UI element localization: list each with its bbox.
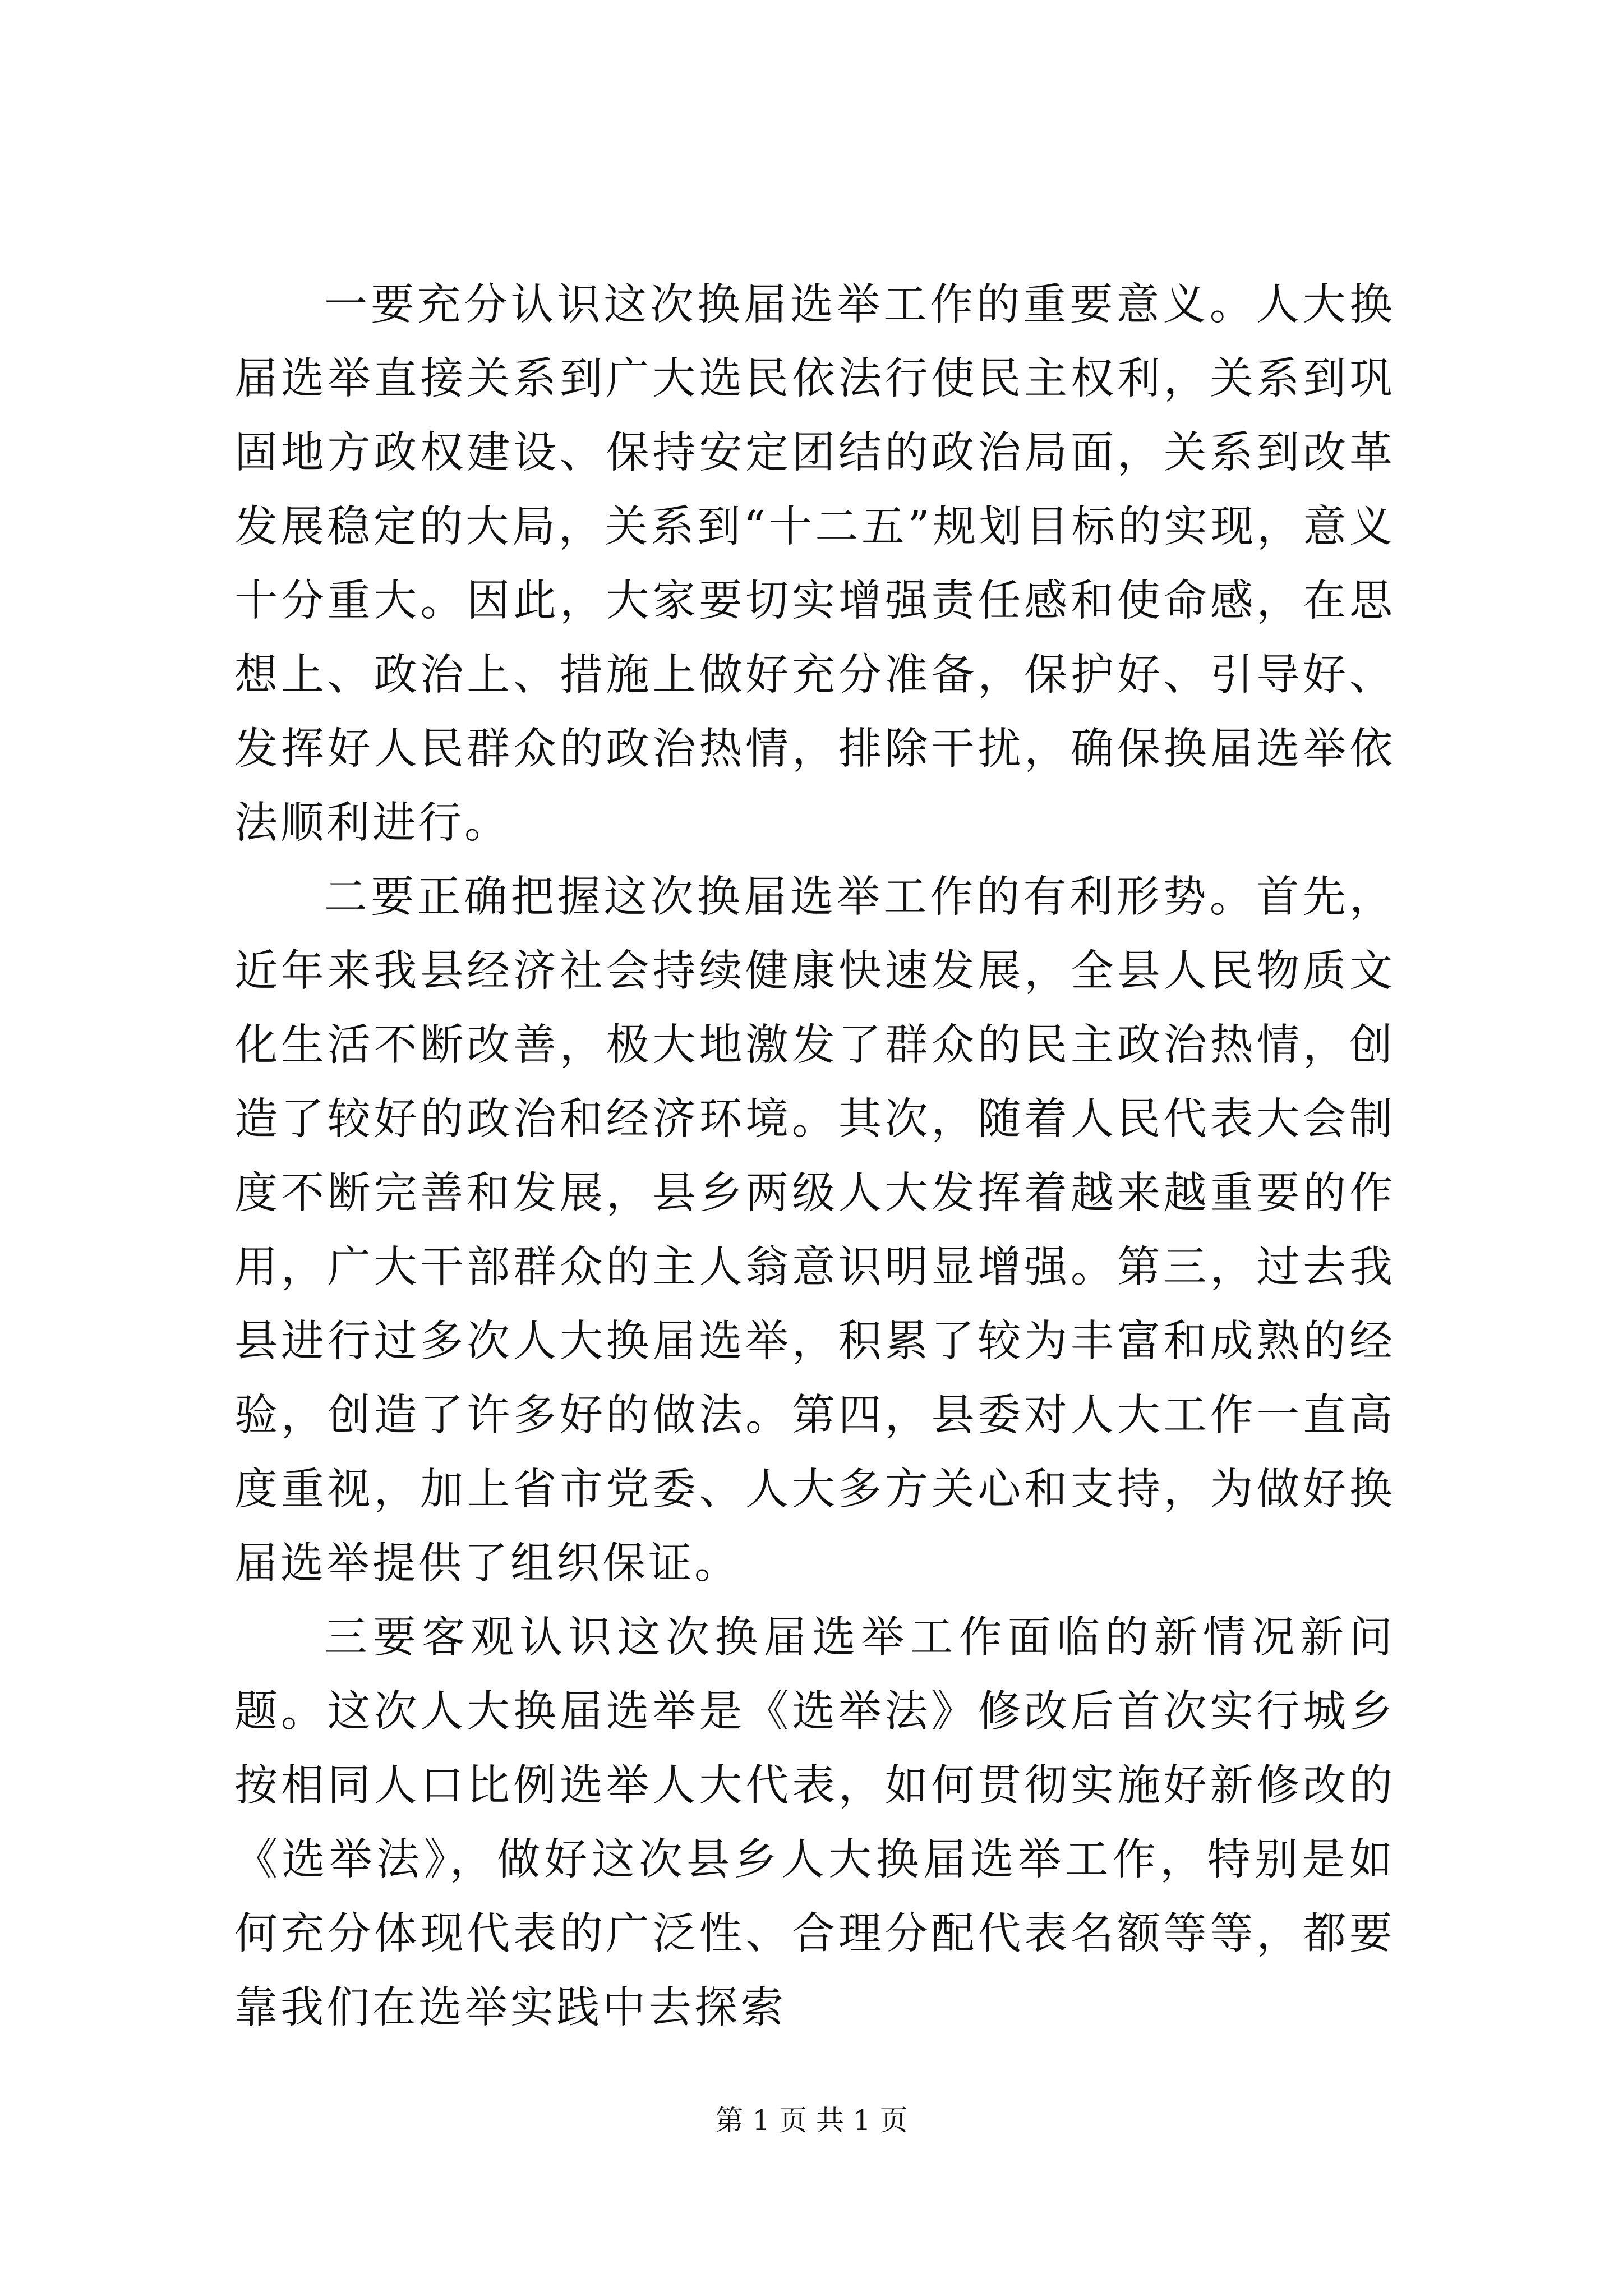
page-number-footer: 第 1 页 共 1 页: [715, 2104, 908, 2137]
document-body: [234, 268, 1395, 2045]
paragraph-2: 二要正确把握这次换届选举工作的有利形势。首先，近年来我县经济社会持续健康快速发展，全县人民物质文化生活不断改善，极大地激发了群众的民主政治热情，创造了较好的政治和经济环境。其次，随着人民代表大会制度不断完善和发展，县乡两级人大发挥着越来越重要的作用，广大干部群众的主人翁意识明显增强。第三，过去我县进行过多次人大换届选举，积累了较为丰富和成熟的经验，创造了许多好的做法。第四，县委对人大工作一直高度重视，加上省市党委、人大多方关心和支持，为做好换届选举提供了组织保证。: [234, 872, 1395, 1589]
paragraph-3: 三要客观认识这次换届选举工作面临的新情况新问题。这次人大换届选举是《选举法》修改后首次实行城乡按相同人口比例选举人大代表，如何贯彻实施好新修改的《选举法》，做好这次县乡人大换届选举工作，特别是如何充分体现代表的广泛性、合理分配代表名额等等，都要靠我们在选举实践中去探索: [234, 1613, 1395, 2033]
paragraph-1: 一要充分认识这次换届选举工作的重要意义。人大换届选举直接关系到广大选民依法行使民主权利，关系到巩固地方政权建设、保持安定团结的政治局面，关系到改革发展稳定的大局，关系到“十二五”规划目标的实现，意义十分重大。因此，大家要切实增强责任感和使命感，在思想上、政治上、措施上做好充分准备，保护好、引导好、发挥好人民群众的政治热情，排除干扰，确保换届选举依法顺利进行。: [234, 280, 1395, 848]
